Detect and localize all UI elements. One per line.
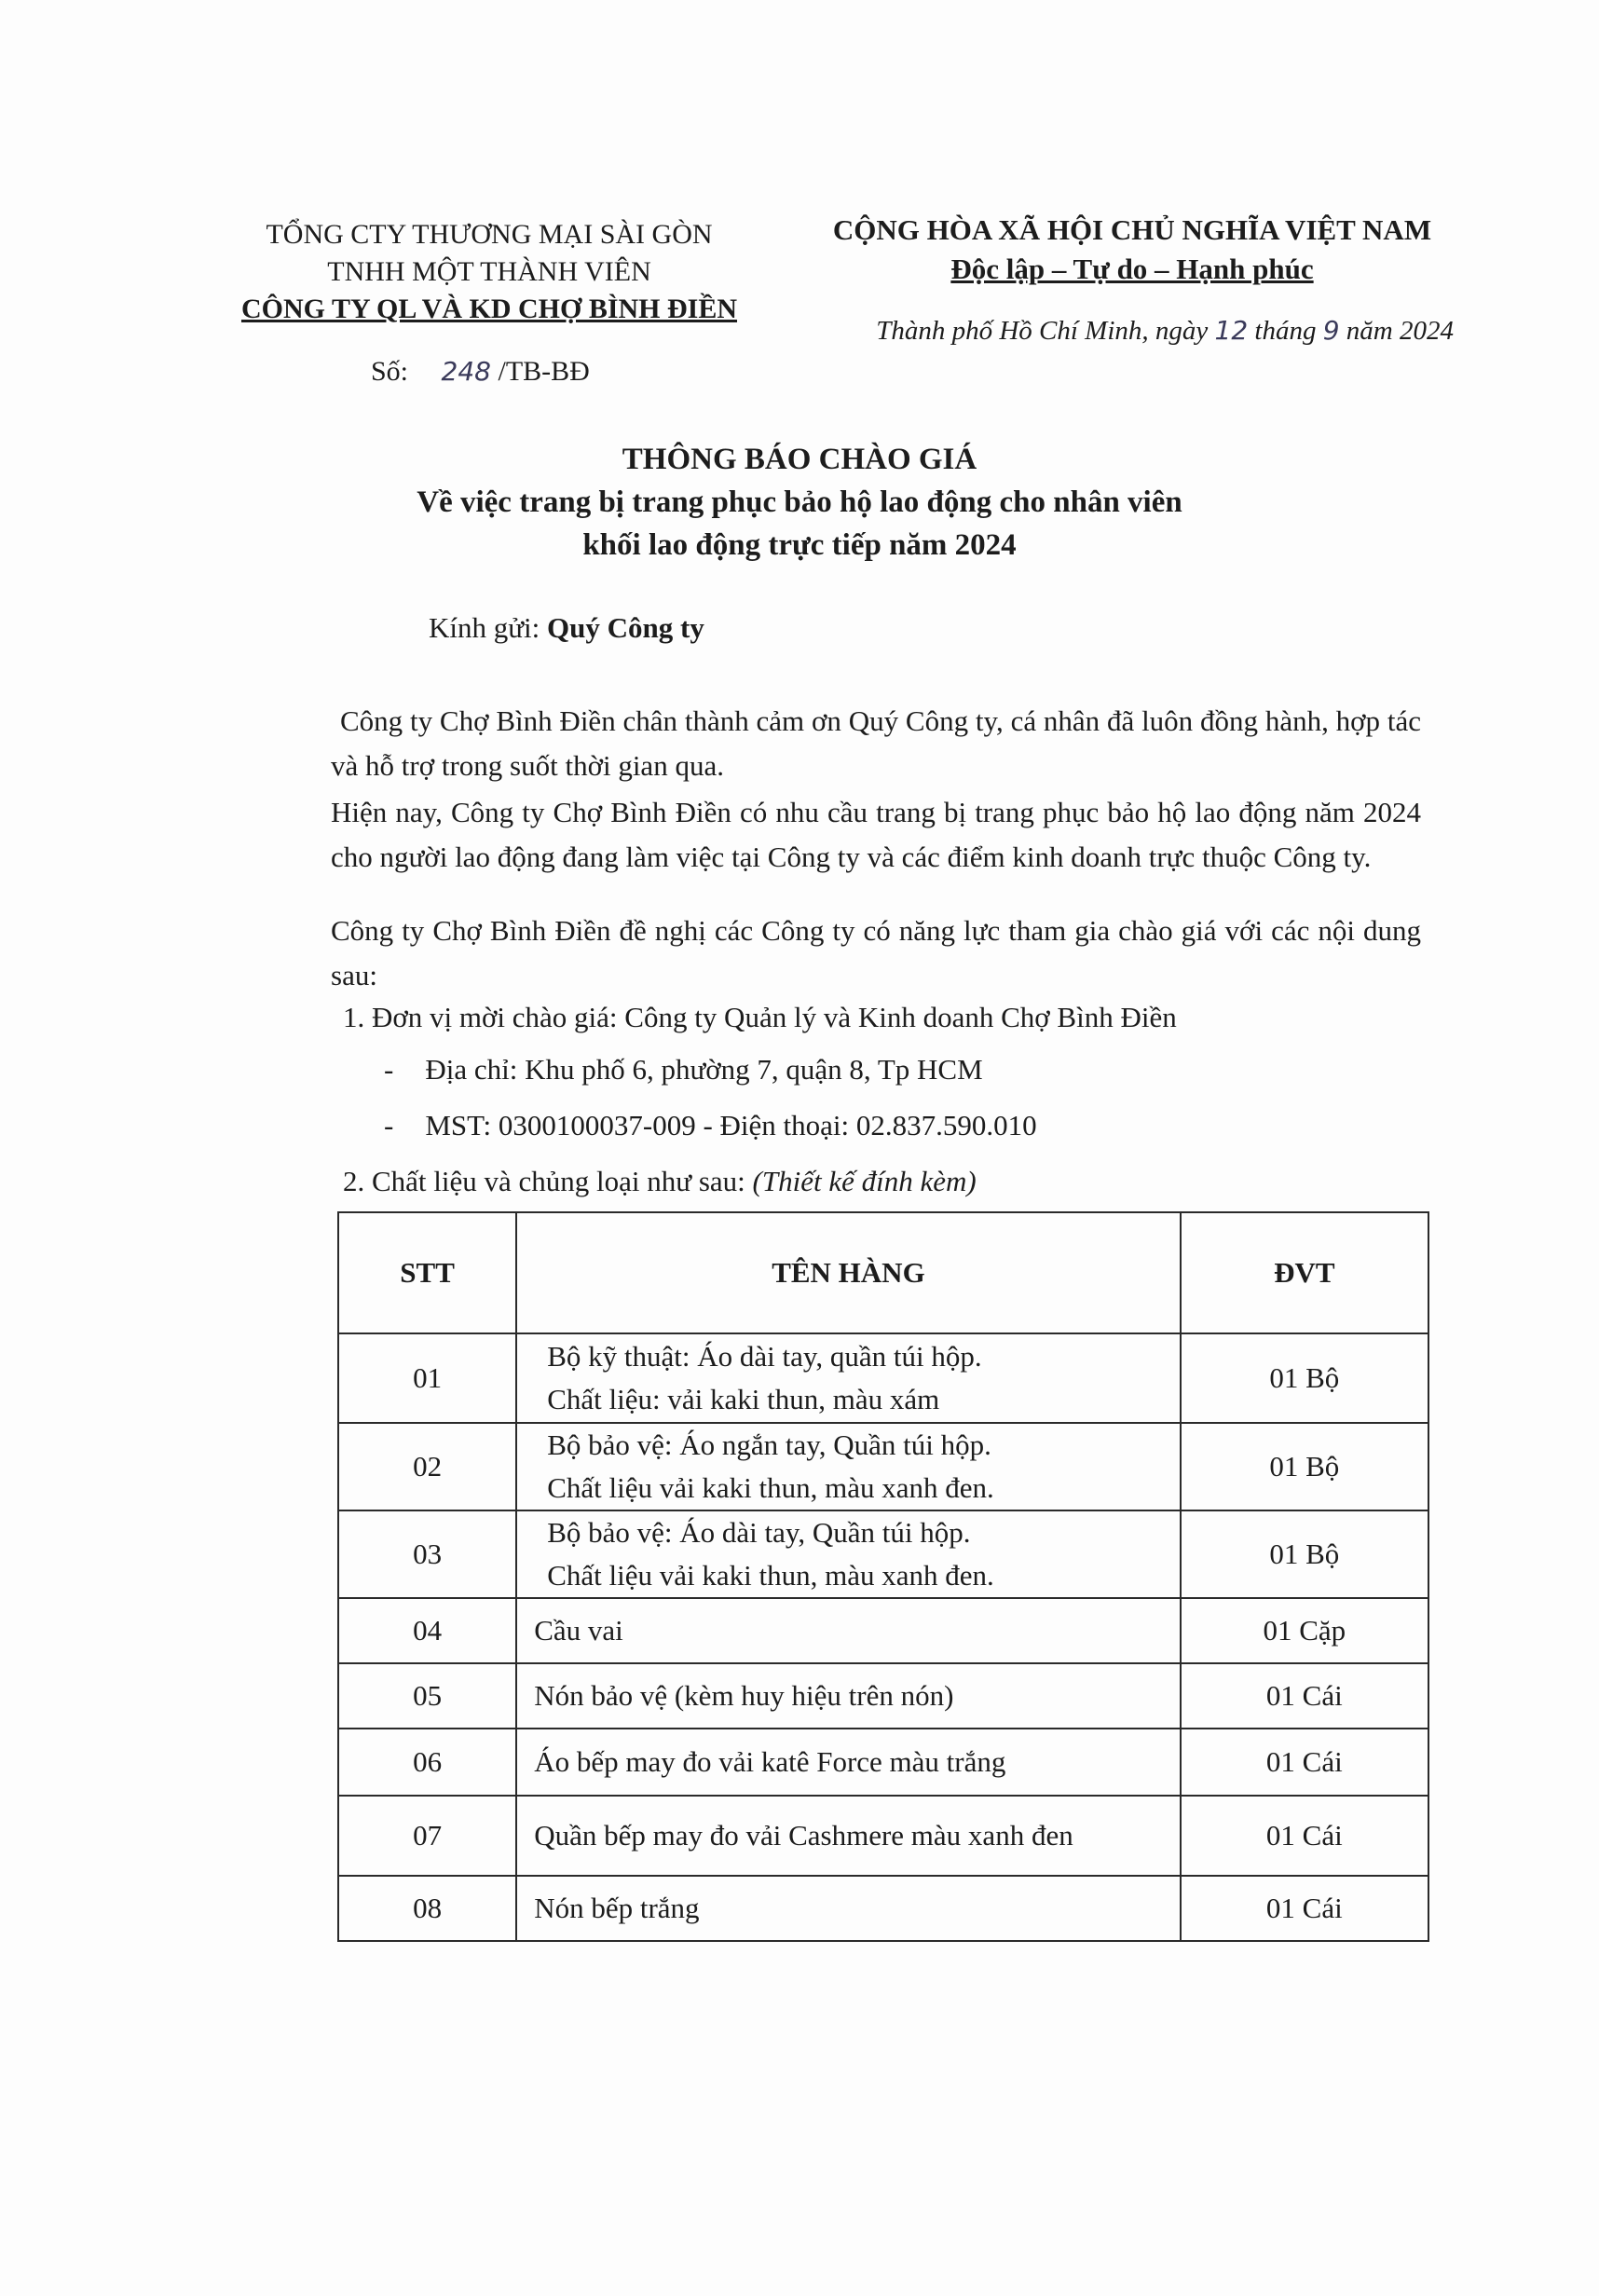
date-prefix: Thành phố Hồ Chí Minh, ngày bbox=[876, 316, 1209, 346]
table-row: 02 Bộ bảo vệ: Áo ngắn tay, Quần túi hộp. Chất liệu vải kaki thun, màu xanh đen. 01 Bộ bbox=[338, 1423, 1428, 1510]
paragraph-3: Công ty Chợ Bình Điền đề nghị các Công ty có năng lực tham gia chào giá với các nội dung sau: bbox=[331, 914, 1421, 991]
title-sub-1: Về việc trang bị trang phục bảo hộ lao động cho nhân viên bbox=[417, 485, 1182, 519]
national-motto: Độc lập – Tự do – Hạnh phúc bbox=[950, 253, 1314, 285]
greeting bbox=[429, 611, 704, 645]
issuer-company-name: CÔNG TY QL VÀ KD CHỢ BÌNH ĐIỀN bbox=[240, 294, 738, 324]
title-sub-2: khối lao động trực tiếp năm 2024 bbox=[582, 528, 1017, 562]
national-title: CỘNG HÒA XÃ HỘI CHỦ NGHĨA VIỆT NAM bbox=[832, 213, 1432, 246]
item-1-mst: - MST: 0300100037-009 - Điện thoại: 02.837.590.010 bbox=[384, 1109, 1037, 1141]
header-dvt: ĐVT bbox=[1181, 1212, 1428, 1333]
item-2 bbox=[343, 1159, 977, 1204]
table-row: 03 Bộ bảo vệ: Áo dài tay, Quần túi hộp. Chất liệu vải kaki thun, màu xanh đen. 01 Bộ bbox=[338, 1510, 1428, 1598]
item-2-text: 2. Chất liệu và chủng loại như sau: bbox=[343, 1165, 745, 1197]
doc-number-value: 248 bbox=[441, 356, 491, 387]
table-row: 08 Nón bếp trắng 01 Cái bbox=[338, 1876, 1428, 1941]
table-row: 05 Nón bảo vệ (kèm huy hiệu trên nón) 01 Cái bbox=[338, 1663, 1428, 1729]
document-title bbox=[0, 438, 1599, 567]
header-stt: STT bbox=[338, 1212, 516, 1333]
table-row: 06 Áo bếp may đo vải katê Force màu trắng 01 Cái bbox=[338, 1729, 1428, 1796]
doc-number-suffix: /TB-BĐ bbox=[498, 356, 590, 387]
issuer-header bbox=[186, 216, 792, 328]
item-1-address: - Địa chỉ: Khu phố 6, phường 7, quận 8, Tp HCM bbox=[384, 1053, 983, 1086]
document-number bbox=[371, 356, 590, 388]
table-row: 01 Bộ kỹ thuật: Áo dài tay, quần túi hộp. Chất liệu: vải kaki thun, màu xám 01 Bộ bbox=[338, 1333, 1428, 1423]
date-month-label: tháng bbox=[1254, 316, 1317, 346]
goods-table bbox=[337, 1211, 1429, 1942]
title-main: THÔNG BÁO CHÀO GIÁ bbox=[622, 443, 977, 476]
table-row: 07 Quần bếp may đo vải Cashmere màu xanh đen 01 Cái bbox=[338, 1796, 1428, 1876]
paragraph-2: Hiện nay, Công ty Chợ Bình Điền có nhu cầu trang bị trang phục bảo hộ lao động năm 2024 cho người lao động đang làm việc tại Công ty và các điểm kinh doanh trực thuộc Công ty. bbox=[331, 796, 1421, 873]
greeting-label: Kính gửi: bbox=[429, 611, 540, 644]
item-1: 1. Đơn vị mời chào giá: Công ty Quản lý và Kinh doanh Chợ Bình Điền bbox=[343, 1001, 1177, 1033]
paragraph-1: Công ty Chợ Bình Điền chân thành cảm ơn Quý Công ty, cá nhân đã luôn đồng hành, hợp tác và hỗ trợ trong suốt thời gian qua. bbox=[331, 704, 1421, 782]
header-ten-hang: TÊN HÀNG bbox=[516, 1212, 1180, 1333]
doc-number-label: Số: bbox=[371, 356, 409, 387]
date-day: 12 bbox=[1214, 315, 1249, 346]
item-2-note: (Thiết kế đính kèm) bbox=[752, 1165, 977, 1197]
issuer-parent-company: TỔNG CTY THƯƠNG MẠI SÀI GÒN bbox=[266, 219, 713, 250]
date-month: 9 bbox=[1322, 315, 1340, 346]
table-header-row bbox=[338, 1212, 1428, 1333]
date-year: năm 2024 bbox=[1346, 316, 1454, 346]
table-row: 04 Cầu vai 01 Cặp bbox=[338, 1598, 1428, 1663]
document-date bbox=[801, 315, 1454, 347]
issuer-company-type: TNHH MỘT THÀNH VIÊN bbox=[327, 256, 651, 287]
national-header bbox=[797, 211, 1468, 289]
greeting-recipient: Quý Công ty bbox=[547, 611, 704, 644]
